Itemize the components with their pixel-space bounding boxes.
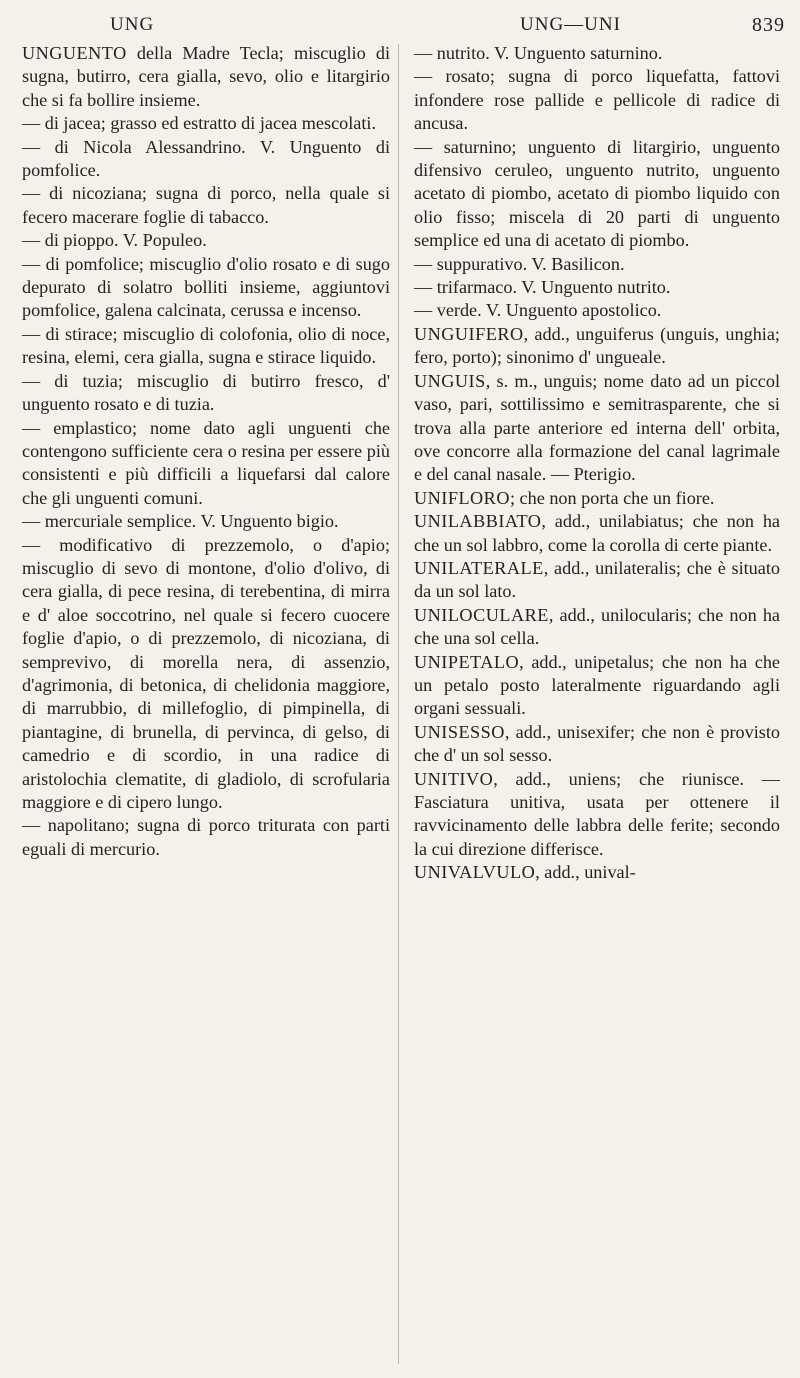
dictionary-entry <box>414 370 780 487</box>
entry-headword: UNIFLORO <box>414 487 510 508</box>
entry-text: della Madre Tecla; miscuglio di sugna, butirro, cera gialla, sevo, olio e litargirio che si fa bollire insieme. <box>22 43 390 110</box>
dictionary-entry <box>414 651 780 721</box>
sub-entry <box>414 299 780 322</box>
entry-text: , add., unilabiatus; che non ha che un sol labbro, come la corolla di certe piante. <box>414 511 780 555</box>
entry-headword: UNISESSO <box>414 721 505 742</box>
sub-entry <box>414 276 780 299</box>
sub-entry <box>22 417 390 511</box>
entry-headword: UNILOCULARE <box>414 604 549 625</box>
left-column <box>22 42 390 861</box>
sub-entry <box>22 136 390 183</box>
entry-text: — di stirace; miscuglio di colofonia, olio di noce, resina, elemi, cera gialla, sugna e stirace liquido. <box>22 323 390 368</box>
page-number: 839 <box>752 14 785 36</box>
entry-text: — suppurativo. V. Basilicon. <box>414 253 625 274</box>
sub-entry <box>22 229 390 252</box>
entry-text: — di tuzia; miscuglio di butirro fresco, d' unguento rosato e di tuzia. <box>22 370 390 415</box>
dictionary-entry <box>414 323 780 370</box>
entry-headword: UNIVALVULO <box>414 862 536 883</box>
entry-text: — saturnino; unguento di litargirio, unguento difensivo cerulеo, unguento nutrito, unguento acetato di piombo, acetato di piombo liquido con olio fisso; miscela di 20 parti di unguento semplice ed una di acetato di piombo. <box>414 136 780 251</box>
entry-text: — verde. V. Unguento apostolico. <box>414 300 662 321</box>
sub-entry <box>22 323 390 370</box>
entry-text: , s. m., unguis; nome dato ad un piccol vaso, pari, sottilissimo e semitrasparente, che si trova alla parte anteriore ed interna dell' orbita, ove concorre alla formazione del canal lagrimale e del canal nasale. — Pterigio. <box>414 370 780 485</box>
dictionary-entry <box>414 604 780 651</box>
running-head-left: UNG <box>110 14 155 35</box>
entry-headword: UNILATERALE <box>414 557 544 578</box>
sub-entry <box>414 65 780 135</box>
dictionary-entry <box>414 861 780 884</box>
sub-entry <box>22 182 390 229</box>
entry-text: — trifarmaco. V. Unguento nutrito. <box>414 277 671 298</box>
dictionary-entry <box>22 42 390 112</box>
entry-text: — di nicoziana; sugna di porco, nella quale si fecero macerare foglie di tabacco. <box>22 183 390 227</box>
column-divider <box>398 44 399 1364</box>
running-head-center: UNG—UNI <box>520 14 621 35</box>
sub-entry <box>414 42 780 65</box>
entry-text: , add., unival- <box>535 862 636 883</box>
sub-entry <box>22 814 390 861</box>
sub-entry <box>22 510 390 533</box>
entry-headword: UNIPETALO <box>414 651 520 672</box>
entry-headword: UNGUIS <box>414 370 486 391</box>
entry-text: — nutrito. V. Unguento saturnino. <box>414 43 663 63</box>
dictionary-entry <box>414 510 780 557</box>
entry-text: , add., unilocularis; che non ha che una sol cella. <box>414 604 780 649</box>
entry-text: — rosato; sugna di porco liquefatta, fattovi infondere rose pallide e pellicole di radice di ancusa. <box>414 66 780 134</box>
entry-text: , add., uniens; che riunisce. — Fasciatura unitiva, usata per ottenere il ravvicinamento delle labbra delle ferite; secondo la cui direzione differisce. <box>414 768 780 859</box>
dictionary-entry <box>414 487 780 510</box>
entry-text: , add., unilateralis; che è situato da un sol lato. <box>414 557 780 602</box>
entry-text: — modificativo di prezzemolo, o d'apio; miscuglio di sevo di montone, d'olio d'olivo, di cera gialla, di pece resina, di terebentina, di mirra e d' aloe soccotrino, nel quale si fecero cuocere foglie d'apio, o di prezzemolo, di nicoziana, di semprevivo, di morella nera, di assenzio, d'agrimonia, di betonica, di chelidonia maggiore, di marrubbio, di millefoglio, di pimpinella, di piantagine, di brunella, di pervinca, di gelso, di camedrio e di scordio, in una radice di aristolochia clematite, di gladiolo, di scrofularia maggiore e di cipero lungo. <box>22 534 390 812</box>
dictionary-entry <box>414 721 780 768</box>
dictionary-entry <box>414 557 780 604</box>
entry-text: — mercuriale semplice. V. Unguento bigio. <box>22 511 339 532</box>
dictionary-entry <box>414 768 780 862</box>
entry-headword: UNGUIFERO <box>414 323 524 344</box>
entry-headword: UNILABBIATO <box>414 511 542 532</box>
entry-text: — napolitano; sugna di porco triturata con parti eguali di mercurio. <box>22 815 390 859</box>
entry-text: — di jacea; grasso ed estratto di jacea mescolati. <box>22 113 377 134</box>
sub-entry <box>22 534 390 815</box>
entry-text: , add., unguiferus (unguis, unghia; fero, porto); sinonimo d' ungueale. <box>414 323 780 368</box>
entry-text: — di pomfolice; miscuglio d'olio rosato e di sugo depurato di solatro bolliti insieme, aggiuntovi pomfolice, galena calcinata, cerussa e incenso. <box>22 253 390 321</box>
entry-text: — di pioppo. V. Populeo. <box>22 230 207 251</box>
entry-text: — di Nicola Alessandrino. V. Unguento di pomfolice. <box>22 136 390 181</box>
entry-text: ; che non porta che un fiore. <box>509 487 715 508</box>
sub-entry <box>414 136 780 253</box>
entry-text: — emplastico; nome dato agli unguenti che contengono sufficiente cera o resina per essere più consistenti e più difficili a liquefarsi dal calore che gli unguenti comuni. <box>22 417 390 508</box>
entry-headword: UNITIVO <box>414 768 494 789</box>
entry-headword: UNGUENTO <box>22 43 127 63</box>
entry-text: , add., unisexifer; che non è provisto che d' un sol sesso. <box>414 721 780 766</box>
sub-entry <box>22 112 390 135</box>
sub-entry <box>22 253 390 323</box>
sub-entry <box>414 253 780 276</box>
sub-entry <box>22 370 390 417</box>
entry-text: , add., unipetalus; che non ha che un petalo posto lateralmente riguardando agli organi sessuali. <box>414 651 780 719</box>
right-column <box>414 42 780 885</box>
